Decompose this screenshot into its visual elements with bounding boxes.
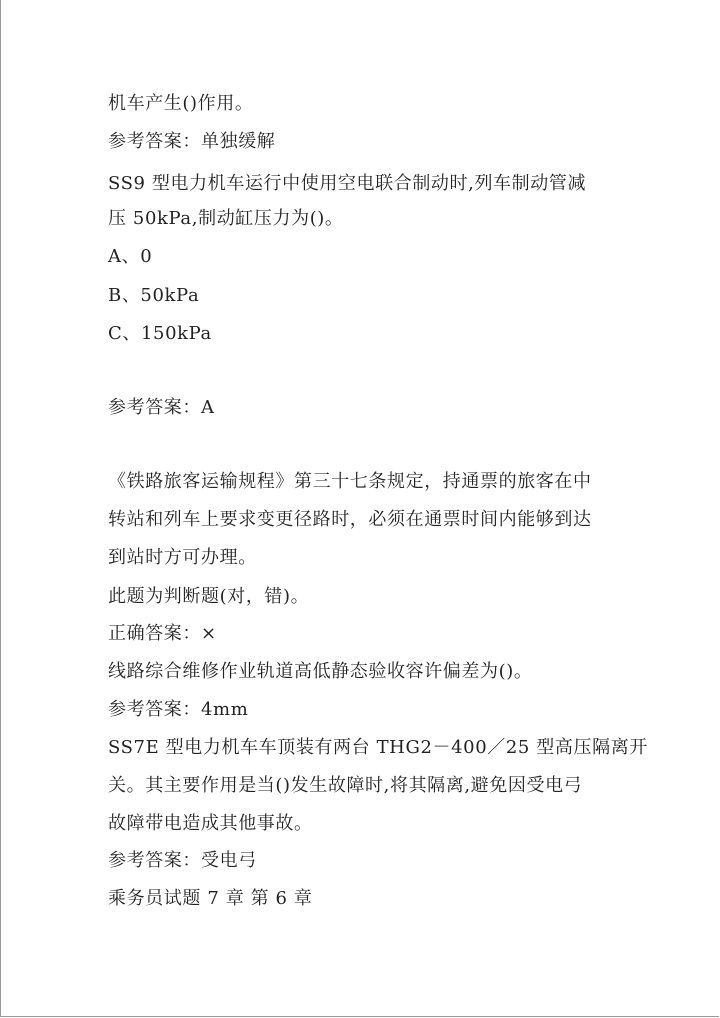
- question-3-text-line-2: 转站和列车上要求变更径路时，必须在通票时间内能够到达: [108, 509, 592, 530]
- question-1-answer: 参考答案：单独缓解: [108, 131, 276, 152]
- question-5-text-line-2: 关。其主要作用是当()发生故障时,将其隔离,避免因受电弓: [108, 775, 583, 796]
- question-3-text-line-1: 《铁路旅客运输规程》第三十七条规定，持通票的旅客在中: [108, 471, 592, 492]
- question-1-tail: 机车产生()作用。: [108, 93, 254, 114]
- question-2-option-a: A、0: [108, 246, 153, 267]
- question-2-option-c: C、150kPa: [108, 323, 212, 344]
- question-2-text-line-1: SS9 型电力机车运行中使用空电联合制动时,列车制动管减: [108, 173, 587, 194]
- question-2-text-line-2: 压 50kPa,制动缸压力为()。: [108, 208, 344, 229]
- question-5-answer: 参考答案：受电弓: [108, 850, 257, 871]
- question-4-text: 线路综合维修作业轨道高低静态验收容许偏差为()。: [108, 661, 533, 682]
- question-3-type-note: 此题为判断题(对，错)。: [108, 586, 310, 607]
- question-3-text-line-3: 到站时方可办理。: [108, 547, 257, 568]
- question-5-text-line-1: SS7E 型电力机车车顶装有两台 THG2－400／25 型高压隔离开: [108, 737, 648, 758]
- section-footer-title: 乘务员试题 7 章 第 6 章: [108, 888, 313, 909]
- question-2-option-b: B、50kPa: [108, 285, 200, 306]
- question-3-answer: 正确答案：×: [108, 623, 217, 644]
- question-2-answer: 参考答案：A: [108, 397, 215, 418]
- question-4-answer: 参考答案：4mm: [108, 699, 249, 720]
- question-5-text-line-3: 故障带电造成其他事故。: [108, 813, 313, 834]
